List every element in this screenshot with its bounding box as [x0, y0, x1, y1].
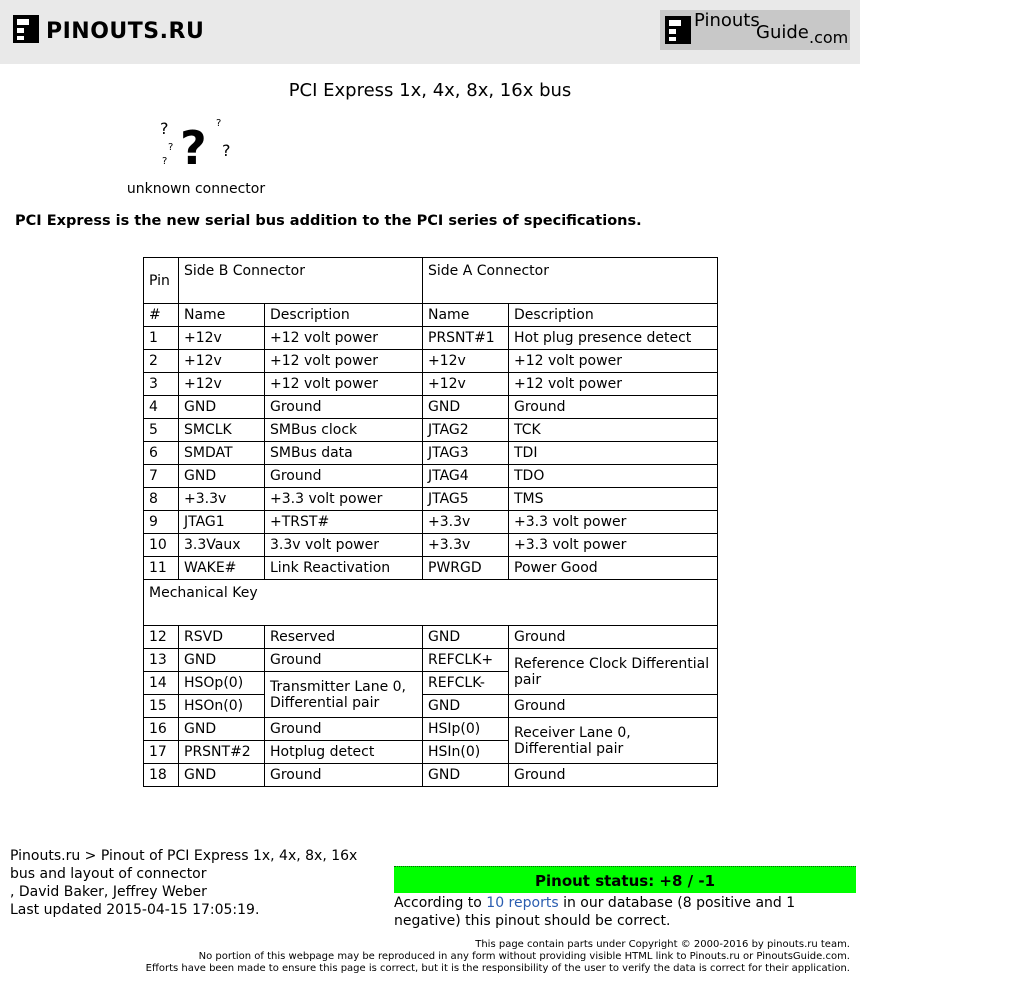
- table-cell: 15: [144, 695, 179, 718]
- footer-info: [10, 847, 370, 919]
- table-cell: 6: [144, 442, 179, 465]
- table-cell: HSOp(0): [179, 672, 265, 695]
- table-cell: RSVD: [179, 626, 265, 649]
- partner-logo-text-1: Pinouts: [694, 10, 760, 31]
- table-cell: SMBus data: [265, 442, 423, 465]
- table-cell: +TRST#: [265, 511, 423, 534]
- side-b-header: Side B Connector: [179, 258, 423, 304]
- table-cell: Ground: [509, 626, 718, 649]
- table-cell: +3.3 volt power: [509, 511, 718, 534]
- table-cell: TMS: [509, 488, 718, 511]
- table-cell: +3.3v: [423, 534, 509, 557]
- table-cell: Reserved: [265, 626, 423, 649]
- table-cell: Power Good: [509, 557, 718, 580]
- mechanical-key-row: [144, 580, 718, 626]
- table-cell: +12v: [423, 373, 509, 396]
- table-cell: GND: [423, 626, 509, 649]
- table-cell: JTAG1: [179, 511, 265, 534]
- partner-logo-text-2: Guide: [756, 22, 809, 43]
- subheader-cell: Description: [265, 304, 423, 327]
- last-updated: Last updated 2015-04-15 17:05:19.: [10, 902, 260, 918]
- table-cell: HSIn(0): [423, 741, 509, 764]
- table-cell: 9: [144, 511, 179, 534]
- table-row: [144, 695, 718, 718]
- table-cell: 8: [144, 488, 179, 511]
- table-row: [144, 442, 718, 465]
- table-cell: +3.3v: [423, 511, 509, 534]
- table-cell: JTAG3: [423, 442, 509, 465]
- table-row: [144, 350, 718, 373]
- table-cell: Ground: [509, 695, 718, 718]
- table-cell: REFCLK-: [423, 672, 509, 695]
- table-cell: PRSNT#1: [423, 327, 509, 350]
- status-suffix: in our database (8 positive and 1 negative) this pinout should be correct.: [394, 895, 796, 929]
- table-cell: +12 volt power: [509, 373, 718, 396]
- svg-text:?: ?: [160, 119, 169, 138]
- copyright-line: This page contain parts under Copyright © 2000-2016 by pinouts.ru team.: [475, 939, 850, 950]
- table-cell: +12 volt power: [265, 327, 423, 350]
- table-cell: +3.3v: [179, 488, 265, 511]
- table-row: [144, 488, 718, 511]
- breadcrumb[interactable]: Pinouts.ru > Pinout of PCI Express 1x, 4x, 8x, 16x bus and layout of connector: [10, 848, 358, 882]
- table-cell: 5: [144, 419, 179, 442]
- table-cell: 7: [144, 465, 179, 488]
- intro-text: PCI Express is the new serial bus addition to the PCI series of specifications.: [15, 213, 642, 229]
- table-cell: +3.3 volt power: [509, 534, 718, 557]
- table-row: [144, 764, 718, 787]
- table-cell: 16: [144, 718, 179, 741]
- table-cell: GND: [423, 764, 509, 787]
- table-row: [144, 465, 718, 488]
- svg-text:?: ?: [168, 142, 174, 153]
- status-prefix: According to: [394, 895, 487, 911]
- copyright-line: No portion of this webpage may be reproduced in any form without providing visible HTML link to Pinouts.ru or PinoutsGuide.com.: [198, 951, 850, 962]
- site-logo-link[interactable]: [12, 14, 204, 48]
- svg-text:?: ?: [162, 156, 168, 167]
- pinout-status-badge: Pinout status: +8 / -1: [394, 866, 856, 893]
- partner-logo-icon: [664, 15, 692, 49]
- table-cell: Ground: [509, 764, 718, 787]
- table-cell: TDO: [509, 465, 718, 488]
- table-cell: 4: [144, 396, 179, 419]
- site-name: PINOUTS.RU: [46, 18, 205, 44]
- table-cell: JTAG5: [423, 488, 509, 511]
- table-cell: 1: [144, 327, 179, 350]
- table-cell: +12 volt power: [509, 350, 718, 373]
- table-cell: GND: [179, 465, 265, 488]
- table-cell: Ground: [265, 396, 423, 419]
- table-cell: +3.3 volt power: [265, 488, 423, 511]
- table-cell: 18: [144, 764, 179, 787]
- copyright-line: Efforts have been made to ensure this page is correct, but it is the responsibility of the user to verify the data is correct for their application.: [145, 963, 850, 974]
- connector-caption: unknown connector: [126, 181, 266, 197]
- table-row: [144, 649, 718, 672]
- table-cell: SMDAT: [179, 442, 265, 465]
- subheader-cell: #: [144, 304, 179, 327]
- partner-logo-link[interactable]: [660, 10, 850, 50]
- table-cell: GND: [179, 764, 265, 787]
- table-cell: GND: [179, 396, 265, 419]
- table-header-row: [144, 258, 718, 304]
- table-cell: +12v: [179, 350, 265, 373]
- table-cell: Receiver Lane 0, Differential pair: [509, 718, 718, 764]
- table-cell: Link Reactivation: [265, 557, 423, 580]
- table-row: [144, 718, 718, 741]
- table-cell: TDI: [509, 442, 718, 465]
- table-cell: GND: [423, 695, 509, 718]
- table-cell: +12 volt power: [265, 350, 423, 373]
- table-row: [144, 626, 718, 649]
- table-cell: Hotplug detect: [265, 741, 423, 764]
- table-row: [144, 327, 718, 350]
- table-cell: 3: [144, 373, 179, 396]
- table-cell: +12v: [179, 373, 265, 396]
- table-row: [144, 534, 718, 557]
- table-cell: PWRGD: [423, 557, 509, 580]
- table-cell: +12v: [179, 327, 265, 350]
- subheader-cell: Description: [509, 304, 718, 327]
- authors: , David Baker, Jeffrey Weber: [10, 884, 207, 900]
- svg-text:?: ?: [180, 121, 207, 172]
- table-cell: WAKE#: [179, 557, 265, 580]
- partner-logo-text-3: .com: [809, 28, 849, 47]
- table-cell: TCK: [509, 419, 718, 442]
- table-cell: 3.3Vaux: [179, 534, 265, 557]
- table-cell: Ground: [265, 718, 423, 741]
- table-cell: Ground: [265, 465, 423, 488]
- table-subheader-row: [144, 304, 718, 327]
- site-header: [0, 0, 860, 64]
- subheader-cell: Name: [423, 304, 509, 327]
- status-description: [394, 894, 856, 930]
- table-cell: Ground: [265, 649, 423, 672]
- pin-header: Pin: [144, 258, 179, 304]
- table-cell: Transmitter Lane 0, Differential pair: [265, 672, 423, 718]
- reports-link[interactable]: 10 reports: [486, 895, 559, 911]
- table-cell: JTAG4: [423, 465, 509, 488]
- table-cell: HSOn(0): [179, 695, 265, 718]
- table-row: [144, 419, 718, 442]
- site-logo-icon: [12, 14, 40, 48]
- pinout-table: [143, 257, 718, 787]
- table-cell: +12v: [423, 350, 509, 373]
- table-cell: HSIp(0): [423, 718, 509, 741]
- table-row: [144, 396, 718, 419]
- table-cell: JTAG2: [423, 419, 509, 442]
- table-cell: 17: [144, 741, 179, 764]
- copyright-notice: [100, 939, 850, 975]
- table-cell: Hot plug presence detect: [509, 327, 718, 350]
- unknown-connector-image: [150, 112, 246, 172]
- page-title: PCI Express 1x, 4x, 8x, 16x bus: [288, 80, 572, 101]
- svg-text:?: ?: [222, 141, 231, 160]
- mechanical-key-cell: Mechanical Key: [144, 580, 718, 626]
- table-cell: 10: [144, 534, 179, 557]
- table-cell: REFCLK+: [423, 649, 509, 672]
- table-cell: 12: [144, 626, 179, 649]
- table-cell: Ground: [265, 764, 423, 787]
- table-cell: Reference Clock Differential pair: [509, 649, 718, 695]
- table-cell: +12 volt power: [265, 373, 423, 396]
- svg-text:?: ?: [216, 118, 222, 129]
- table-cell: Ground: [509, 396, 718, 419]
- table-cell: 3.3v volt power: [265, 534, 423, 557]
- table-row: [144, 557, 718, 580]
- side-a-header: Side A Connector: [423, 258, 718, 304]
- table-cell: 11: [144, 557, 179, 580]
- subheader-cell: Name: [179, 304, 265, 327]
- table-row: [144, 373, 718, 396]
- table-cell: GND: [179, 649, 265, 672]
- table-cell: 14: [144, 672, 179, 695]
- table-cell: SMBus clock: [265, 419, 423, 442]
- table-cell: SMCLK: [179, 419, 265, 442]
- pin-rows: [144, 327, 718, 580]
- table-cell: GND: [179, 718, 265, 741]
- table-cell: 2: [144, 350, 179, 373]
- table-cell: PRSNT#2: [179, 741, 265, 764]
- table-cell: 13: [144, 649, 179, 672]
- table-cell: GND: [423, 396, 509, 419]
- table-row: [144, 511, 718, 534]
